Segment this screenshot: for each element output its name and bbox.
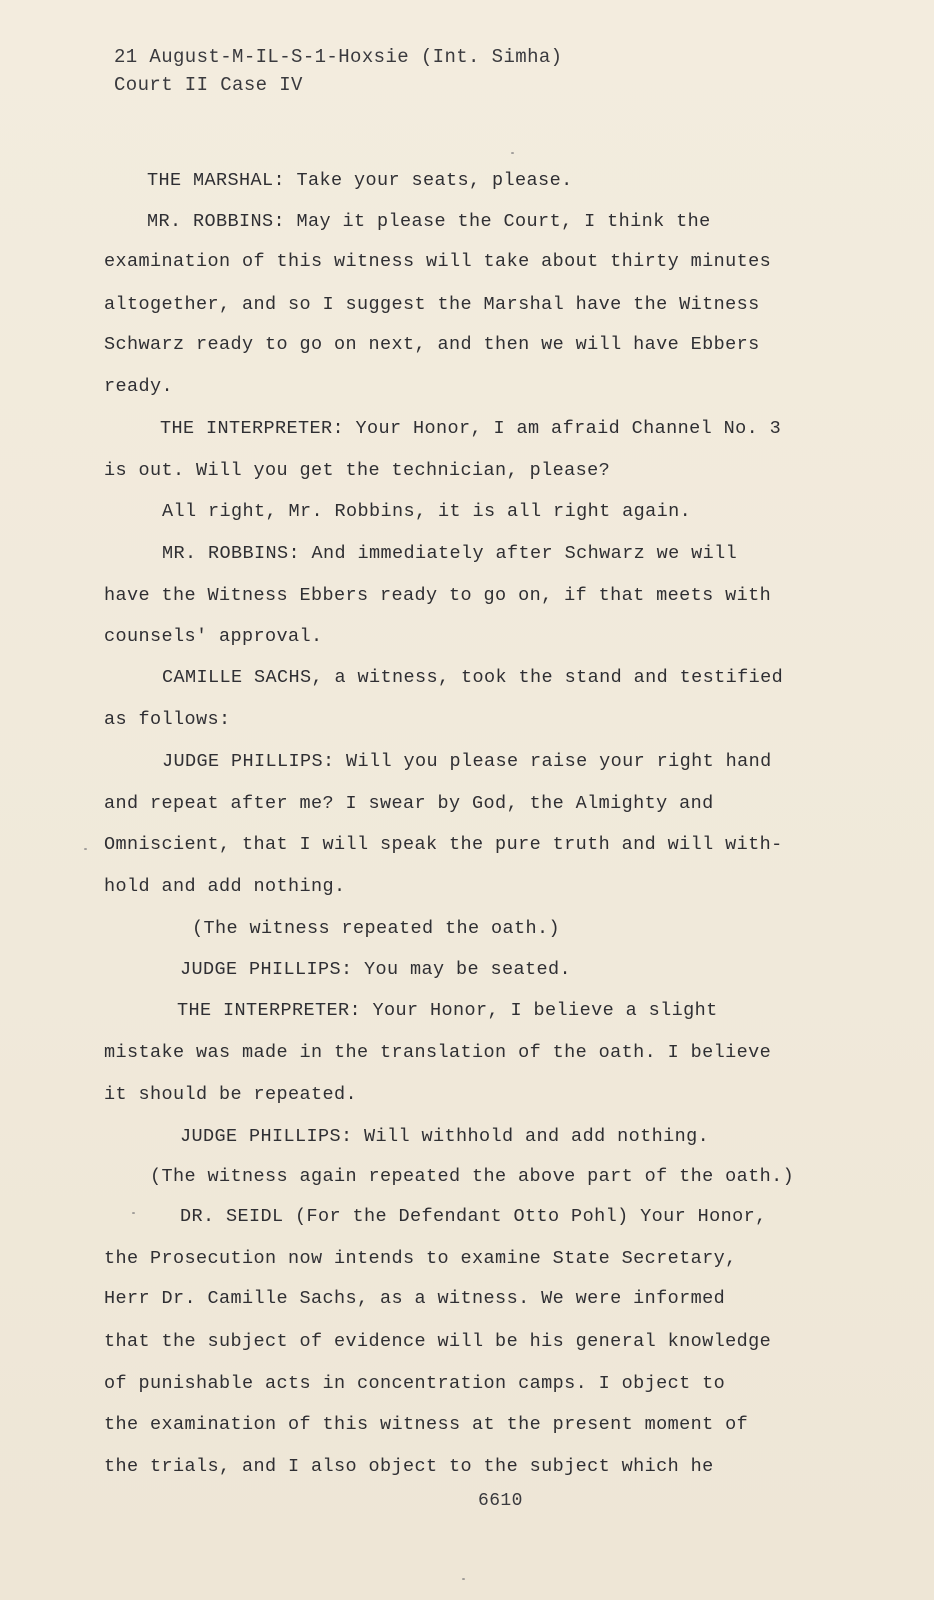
text-line: JUDGE PHILLIPS: You may be seated. bbox=[180, 959, 572, 980]
text-line: mistake was made in the translation of the oath. I believe bbox=[104, 1042, 772, 1063]
paper-speck bbox=[132, 1212, 135, 1214]
text-line: JUDGE PHILLIPS: Will you please raise your right hand bbox=[162, 751, 772, 772]
text-line: is out. Will you get the technician, please? bbox=[104, 460, 611, 481]
text-line: THE INTERPRETER: Your Honor, I am afraid Channel No. 3 bbox=[160, 418, 782, 439]
text-line: the Prosecution now intends to examine State Secretary, bbox=[104, 1248, 737, 1269]
text-line: JUDGE PHILLIPS: Will withhold and add nothing. bbox=[180, 1126, 710, 1147]
text-line: THE INTERPRETER: Your Honor, I believe a slight bbox=[177, 1000, 718, 1021]
text-line: Schwarz ready to go on next, and then we will have Ebbers bbox=[104, 334, 760, 355]
text-line: examination of this witness will take about thirty minutes bbox=[104, 251, 772, 272]
text-line: DR. SEIDL (For the Defendant Otto Pohl) Your Honor, bbox=[180, 1206, 767, 1227]
text-line: Omniscient, that I will speak the pure truth and will with- bbox=[104, 834, 783, 855]
text-line: Herr Dr. Camille Sachs, as a witness. We were informed bbox=[104, 1288, 726, 1309]
header-line-1: 21 August-M-IL-S-1-Hoxsie (Int. Simha) bbox=[114, 46, 563, 68]
text-line: hold and add nothing. bbox=[104, 876, 346, 897]
paper-speck bbox=[511, 152, 514, 154]
paper-speck bbox=[84, 848, 87, 850]
text-line: altogether, and so I suggest the Marshal have the Witness bbox=[104, 294, 760, 315]
text-line: (The witness again repeated the above part of the oath.) bbox=[150, 1166, 795, 1187]
text-line: the trials, and I also object to the subject which he bbox=[104, 1456, 714, 1477]
text-line: and repeat after me? I swear by God, the Almighty and bbox=[104, 793, 714, 814]
text-line: counsels' approval. bbox=[104, 626, 323, 647]
text-line: THE MARSHAL: Take your seats, please. bbox=[147, 170, 573, 191]
text-line: as follows: bbox=[104, 709, 231, 730]
text-line: the examination of this witness at the present moment of bbox=[104, 1414, 749, 1435]
text-line: have the Witness Ebbers ready to go on, if that meets with bbox=[104, 585, 772, 606]
paper-speck bbox=[462, 1578, 465, 1580]
page-number: 6610 bbox=[478, 1491, 523, 1511]
text-line: MR. ROBBINS: May it please the Court, I think the bbox=[147, 211, 711, 232]
text-line: of punishable acts in concentration camps. I object to bbox=[104, 1373, 726, 1394]
text-line: that the subject of evidence will be his general knowledge bbox=[104, 1331, 772, 1352]
text-line: CAMILLE SACHS, a witness, took the stand and testified bbox=[162, 667, 784, 688]
text-line: (The witness repeated the oath.) bbox=[192, 918, 561, 939]
header-line-2: Court II Case IV bbox=[114, 74, 303, 96]
text-line: All right, Mr. Robbins, it is all right again. bbox=[162, 501, 692, 522]
text-line: MR. ROBBINS: And immediately after Schwarz we will bbox=[162, 543, 738, 564]
text-line: it should be repeated. bbox=[104, 1084, 358, 1105]
text-line: ready. bbox=[104, 376, 174, 397]
